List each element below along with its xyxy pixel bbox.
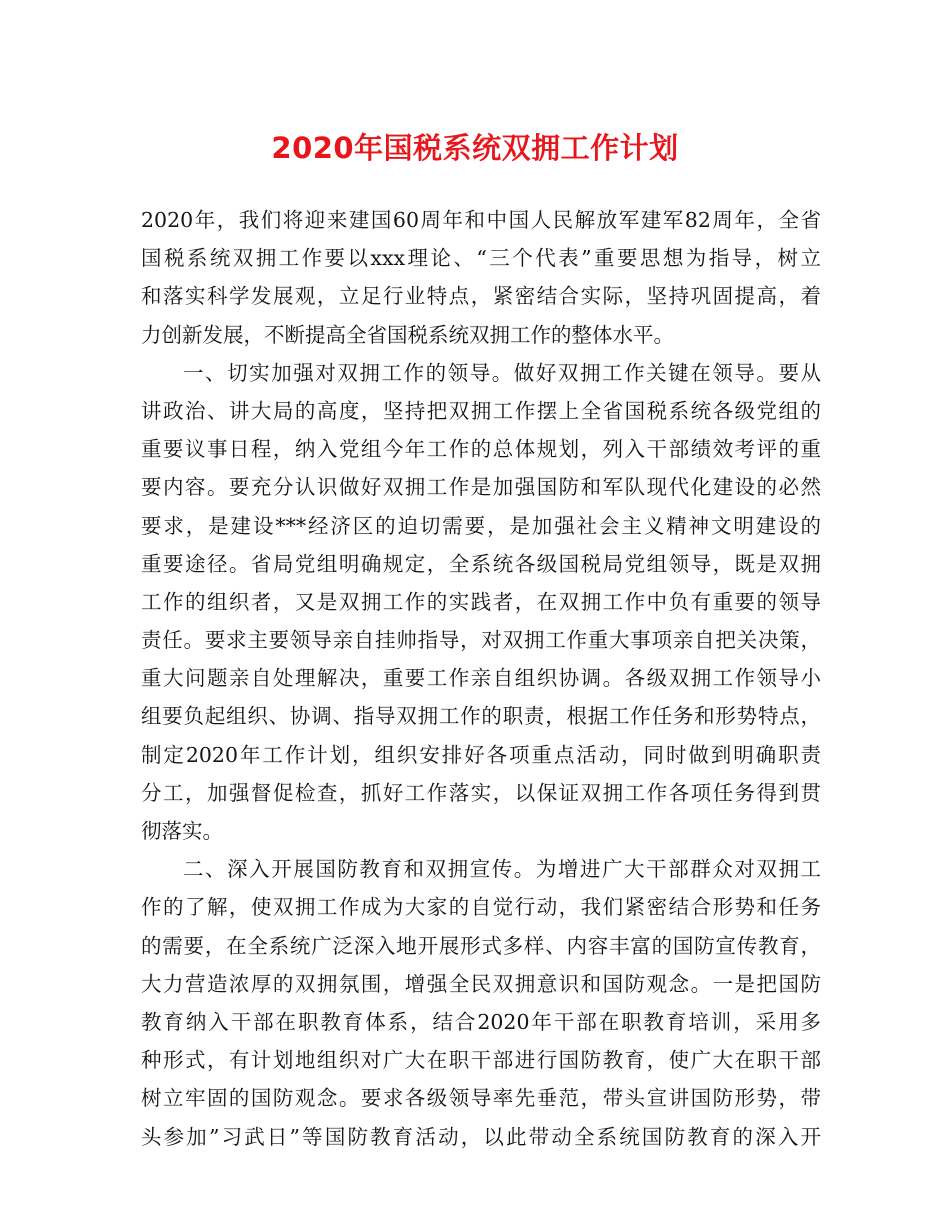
text-line: 责任。要求主要领导亲自挂帅指导，对双拥工作重大事项亲自把关决策， — [141, 628, 821, 653]
text-line: 重要议事日程，纳入党组今年工作的总体规划，列入干部绩效考评的重 — [141, 437, 821, 462]
text-line: 组要负起组织、协调、指导双拥工作的职责，根据工作任务和形势特点， — [141, 704, 821, 729]
document-title: 2020年国税系统双拥工作计划 — [271, 131, 679, 165]
text-line: 力创新发展，不断提高全省国税系统双拥工作的整体水平。 — [141, 322, 674, 347]
text-line: 工作的组织者，又是双拥工作的实践者，在双拥工作中负有重要的领导 — [141, 589, 821, 614]
text-line: 和落实科学发展观，立足行业特点，紧密结合实际，坚持巩固提高，着 — [141, 284, 821, 309]
text-line: 制定2020年工作计划，组织安排好各项重点活动，同时做到明确职责 — [141, 742, 821, 767]
text-line: 国税系统双拥工作要以xxx理论、“三个代表”重要思想为指导，树立 — [141, 246, 821, 271]
text-line: 重大问题亲自处理解决，重要工作亲自组织协调。各级双拥工作领导小 — [141, 666, 821, 691]
text-line: 树立牢固的国防观念。要求各级领导率先垂范，带头宣讲国防形势，带 — [141, 1086, 821, 1111]
text-line: 一、切实加强对双拥工作的领导。做好双拥工作关键在领导。要从 — [183, 360, 821, 385]
text-line: 要求，是建设***经济区的迫切需要，是加强社会主义精神文明建设的 — [141, 513, 821, 538]
text-line: 大力营造浓厚的双拥氛围，增强全民双拥意识和国防观念。一是把国防 — [141, 971, 821, 996]
text-line: 教育纳入干部在职教育体系，结合2020年干部在职教育培训，采用多 — [141, 1009, 821, 1034]
text-line: 讲政治、讲大局的高度，坚持把双拥工作摆上全省国税系统各级党组的 — [141, 398, 821, 423]
text-line: 种形式，有计划地组织对广大在职干部进行国防教育，使广大在职干部 — [141, 1048, 821, 1073]
text-line: 二、深入开展国防教育和双拥宣传。为增进广大干部群众对双拥工 — [183, 857, 821, 882]
text-line: 的需要，在全系统广泛深入地开展形式多样、内容丰富的国防宣传教育， — [141, 933, 821, 958]
text-line: 作的了解，使双拥工作成为大家的自觉行动，我们紧密结合形势和任务 — [141, 895, 821, 920]
text-line: 分工，加强督促检查，抓好工作落实，以保证双拥工作各项任务得到贯 — [141, 780, 821, 805]
text-line: 头参加”习武日”等国防教育活动，以此带动全系统国防教育的深入开 — [141, 1124, 821, 1149]
text-line: 2020年，我们将迎来建国60周年和中国人民解放军建军82周年，全省 — [141, 208, 821, 232]
text-line: 重要途径。省局党组明确规定，全系统各级国税局党组领导，既是双拥 — [141, 551, 821, 576]
text-line: 彻落实。 — [141, 819, 223, 843]
text-line: 要内容。要充分认识做好双拥工作是加强国防和军队现代化建设的必然 — [141, 475, 821, 500]
document-body — [141, 201, 821, 1156]
